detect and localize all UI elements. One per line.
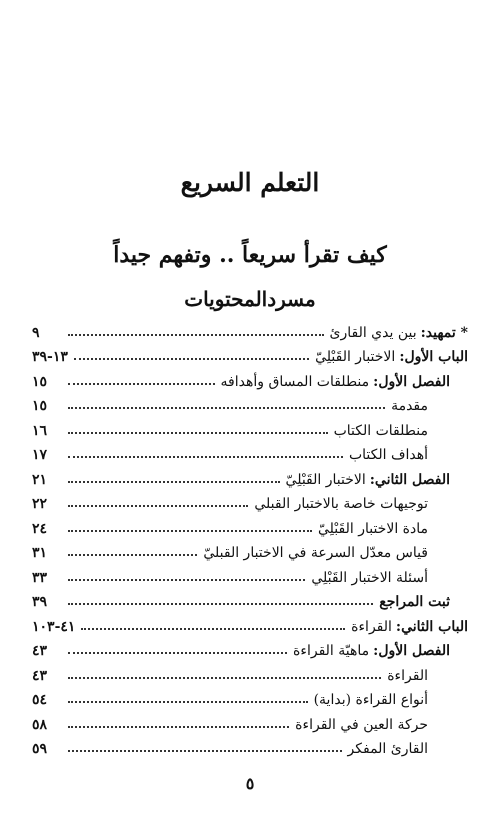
toc-entry bbox=[32, 733, 468, 758]
dot-leader bbox=[68, 334, 324, 336]
toc-entry-page: ٢٤ bbox=[32, 520, 48, 537]
toc-entry bbox=[32, 439, 468, 464]
dot-leader bbox=[68, 579, 305, 581]
toc-entry-page: ٤٣ bbox=[32, 667, 48, 684]
toc-entry bbox=[32, 365, 468, 390]
dot-leader bbox=[68, 456, 343, 458]
toc-entry-title: مادة الاختبار القَبْلِيّ bbox=[317, 520, 428, 537]
toc-entry-page: ١٥ bbox=[32, 398, 48, 414]
dot-leader bbox=[68, 530, 312, 532]
toc-entry-title: أسئلة الاختبار القَبْلِي bbox=[311, 569, 428, 586]
toc-heading: مسردالمحتويات bbox=[184, 287, 316, 311]
dot-leader bbox=[68, 432, 328, 434]
dot-leader bbox=[68, 481, 280, 483]
toc-entry bbox=[32, 512, 468, 537]
dot-leader bbox=[68, 652, 287, 654]
toc-entry bbox=[32, 414, 468, 439]
toc-entry bbox=[32, 684, 468, 709]
toc-entry bbox=[32, 316, 468, 341]
toc-entry bbox=[32, 488, 468, 513]
toc-entry-title: حركة العين في القراءة bbox=[295, 716, 428, 733]
toc-entry-page: ١٦ bbox=[32, 422, 48, 439]
toc-entry-title: منطلقات المساق وأهدافه bbox=[220, 373, 370, 390]
dot-leader bbox=[68, 701, 308, 703]
toc-entry bbox=[32, 635, 468, 660]
toc-entry-label: الباب الثاني: bbox=[395, 618, 468, 635]
toc-entry-page: ٤١-١٠٣ bbox=[32, 618, 76, 635]
dot-leader bbox=[68, 726, 289, 728]
dot-leader bbox=[68, 750, 342, 752]
toc-entry-page: ٢١ bbox=[32, 471, 48, 488]
toc-entry bbox=[32, 537, 468, 562]
dot-leader bbox=[68, 603, 373, 605]
toc-entry-label: * تمهيد: bbox=[420, 324, 468, 341]
toc-entry-title: الاختبار القَبْلِيّ bbox=[285, 471, 366, 488]
toc-entry bbox=[32, 463, 468, 488]
toc-entry-label: الفصل الأول: bbox=[373, 643, 450, 659]
toc-entry-label: الفصل الثاني: bbox=[369, 471, 450, 488]
toc-entry-title: منطلقات الكتاب bbox=[333, 422, 428, 439]
toc-entry-label: ثبت المراجع bbox=[379, 594, 450, 610]
toc-entry-page: ٣٩ bbox=[32, 594, 48, 610]
toc-entry bbox=[32, 586, 468, 611]
toc-entry-title: الاختبار القَبْلِيّ bbox=[315, 349, 396, 365]
toc-entry-label: الفصل الأول: bbox=[373, 373, 450, 390]
toc-entry bbox=[32, 610, 468, 635]
toc-entry-title: مقدمة bbox=[391, 398, 428, 414]
dot-leader bbox=[68, 407, 385, 409]
toc-entry-title: ماهيّة القراءة bbox=[293, 643, 370, 659]
toc-entry bbox=[32, 659, 468, 684]
toc-entry-page: ٢٢ bbox=[32, 496, 48, 512]
toc-entry bbox=[32, 708, 468, 733]
toc-entry-page: ٣١ bbox=[32, 545, 48, 561]
dot-leader bbox=[68, 554, 197, 556]
book-title: التعلم السريع bbox=[180, 168, 320, 197]
toc-entry bbox=[32, 561, 468, 586]
toc-entry-page: ١٧ bbox=[32, 447, 48, 463]
dot-leader bbox=[74, 358, 309, 360]
dot-leader bbox=[68, 505, 248, 507]
dot-leader bbox=[81, 628, 345, 630]
toc-entry-title: القراءة bbox=[387, 667, 428, 684]
toc-entry-page: ٥٩ bbox=[32, 741, 48, 757]
toc-entry-title: أهداف الكتاب bbox=[348, 447, 428, 463]
toc-entry-title: القارئ المفكر bbox=[347, 741, 428, 757]
page-number: ٥ bbox=[245, 774, 255, 793]
dot-leader bbox=[68, 677, 381, 679]
toc-entry-page: ١٣-٣٩ bbox=[32, 349, 68, 365]
toc-entry-page: ٣٣ bbox=[32, 569, 48, 586]
toc-entry-page: ٥٤ bbox=[32, 692, 48, 708]
toc-entry-page: ٩ bbox=[32, 324, 40, 341]
toc-entry-page: ٥٨ bbox=[32, 716, 48, 733]
toc-entry-page: ٤٣ bbox=[32, 643, 48, 659]
toc-entry-title: قياس معدّل السرعة في الاختبار القبليّ bbox=[203, 545, 428, 561]
toc-entry-title: بين يدي القارئ bbox=[329, 324, 417, 341]
toc-entry-page: ١٥ bbox=[32, 373, 48, 390]
toc-entry-title: توجيهات خاصة بالاختبار القبلي bbox=[254, 496, 428, 512]
toc-entry-title: القراءة bbox=[351, 618, 392, 635]
toc-entry-label: الباب الأول: bbox=[399, 349, 468, 365]
toc-entry-title: أنواع القراءة (بداية) bbox=[313, 692, 428, 708]
dot-leader bbox=[68, 383, 215, 385]
toc-entry bbox=[32, 341, 468, 366]
book-subtitle: كيف تقرأ سريعاً .. وتفهم جيداً bbox=[113, 242, 387, 268]
table-of-contents bbox=[32, 316, 468, 757]
toc-entry bbox=[32, 390, 468, 415]
